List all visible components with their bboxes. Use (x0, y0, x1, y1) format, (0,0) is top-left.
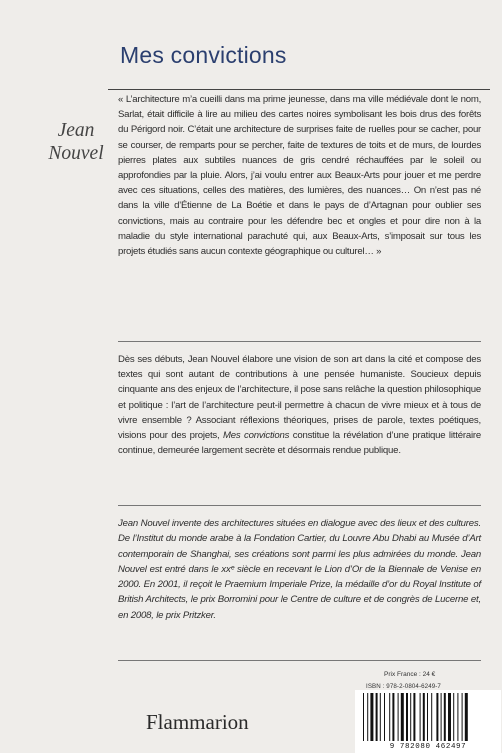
barcode-bar (441, 693, 442, 741)
barcode-bar (413, 693, 415, 741)
isbn-label: ISBN : 978-2-0804-6249-7 (366, 683, 441, 690)
author-biography: Jean Nouvel invente des architectures situées en dialogue avec des lieux et des cultures. De l’Institut du monde arabe à la Fondation Cartier, du Louvre Abu Dhabi au Musée d’Art contemporain de Shanghai, ses créations sont parmi les plus admirées du monde. Jean Nouvel est entré dans le xxᵉ siècle en recevant le Lion d’Or de la Biennale de Venise en 2000. En 2001, il reçoit le Praemium Imperiale Prize, la médaille d’or du Royal Institute of British Architects, le prix Borromini pour le Centre de culture et de congrès de Lucerne et, en 2008, le prix Pritzker. (118, 518, 481, 621)
barcode-bar (448, 693, 451, 741)
barcode-bar (401, 693, 404, 741)
barcode-bar (423, 693, 425, 741)
author-quote: « L’architecture m’a cueilli dans ma prime jeunesse, dans ma ville médiévale dont le nom, Sarlat, était difficile à lire au milieu des cartes noires symbolisant les bois drus des forêts du Périgord noir. C’était une architecture de surprises faite de ruelles pour se cacher, pour se courser, de remparts pour se percher, faite de textures de toits et de murs, de lourdes pierres plates aux subtiles nuances de gris cendré réchauffées par le soleil ou approfondies par la pluie. Alors, j’ai voulu entrer aux Beaux-Arts pour jouer et me perdre avec ces situations, celles des matières, des lumières, des nuances… On n’est pas né dans la ville d’Étienne de La Boétie et dans le pays de d’Artagnan pour oublier ses convictions, mais au contraire pour les défendre bec et ongles et pour dire non à la maladie du style international parachuté qui, aux Beaux-Arts, s’imposait sur tous les projets étudiés sans aucun contexte géographique ou culturel… » (118, 94, 481, 258)
barcode-bar (384, 693, 385, 741)
barcode-bar (410, 693, 411, 741)
barcode-bar (453, 693, 454, 741)
barcode-bar (392, 693, 394, 741)
author-last-name: Nouvel (48, 143, 104, 164)
barcode-bar (380, 693, 381, 741)
barcode-bar (431, 693, 432, 741)
barcode-bar (465, 693, 468, 741)
bottom-separator (118, 660, 481, 661)
barcode-bar (370, 693, 373, 741)
bio-separator (118, 505, 481, 506)
publisher-name: Flammarion (146, 710, 249, 734)
book-title: Mes convictions (120, 42, 287, 68)
quote-separator (118, 341, 481, 342)
barcode-bar (444, 693, 446, 741)
top-rule (108, 89, 490, 90)
barcode-bar (389, 693, 390, 741)
author-name (30, 119, 122, 165)
barcode-bar (420, 693, 421, 741)
barcode (355, 690, 501, 753)
description-text-2: constitue la révélation d’une pratique littéraire continue, demeurée largement secrète et désormais rendue publique. (118, 430, 482, 457)
description-title-italic: Mes convictions (222, 430, 290, 442)
description-text-1: Dès ses débuts, Jean Nouvel élabore une vision de son art dans la cité et compose des textes qui sont autant de contributions à une pensée humaniste. Soucieux depuis cinquante ans des enjeux de l’architecture, il pose sans relâche la question philosophique et politique : l’art de l’architecture peut-il permettre à chacun de vivre mieux et à tous de vivre ensemble ? Associant réflexions théoriques, prises de parole, textes poétiques, visions pour des projets, (118, 354, 481, 442)
barcode-bar (436, 693, 438, 741)
barcode-bar (462, 693, 463, 741)
book-description (118, 352, 481, 458)
barcode-bar (398, 693, 399, 741)
barcode-bar (427, 693, 428, 741)
barcode-bar (363, 693, 364, 741)
barcode-bar (406, 693, 408, 741)
barcode-bar (367, 693, 368, 741)
author-first-name: Jean (57, 120, 95, 141)
barcode-bar (376, 693, 378, 741)
barcode-bar (457, 693, 458, 741)
barcode-digits: 9 782080 462497 (389, 743, 467, 751)
barcode-bars (361, 693, 495, 741)
price-label: Prix France : 24 € (384, 671, 436, 678)
